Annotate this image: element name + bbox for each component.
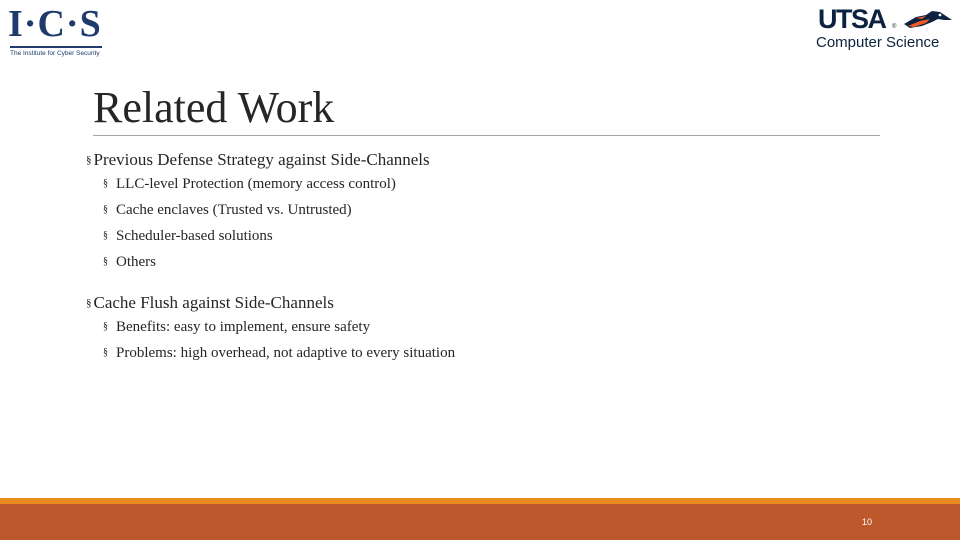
slide-body: [86, 150, 866, 367]
bullet-icon: §: [86, 154, 92, 166]
utsa-registered-mark: ®: [892, 24, 897, 30]
utsa-logo: [814, 6, 956, 54]
section-heading-text: Previous Defense Strategy against Side-Channels: [93, 150, 430, 169]
ics-logo: [8, 4, 108, 60]
footer-band: [0, 504, 960, 540]
bullet-icon: §: [103, 321, 108, 332]
list-item: [86, 224, 866, 250]
section-heading: [86, 150, 866, 172]
list-item: [86, 250, 866, 276]
bullet-icon: §: [86, 297, 92, 309]
list-item-text: Problems: high overhead, not adaptive to every situation: [116, 345, 456, 361]
list-item-text: Others: [116, 254, 156, 270]
utsa-wordmark: UTSA: [818, 4, 886, 34]
ics-logo-tagline: The Institute for Cyber Security: [10, 50, 100, 57]
ics-logo-rule: [10, 46, 102, 48]
section-heading-text: Cache Flush against Side-Channels: [93, 293, 334, 312]
roadrunner-icon: [902, 8, 954, 34]
title-divider: [93, 135, 880, 136]
list-item-text: Cache enclaves (Trusted vs. Untrusted): [116, 202, 352, 218]
section-spacer: [86, 276, 866, 293]
list-item: [86, 341, 866, 367]
slide-title: Related Work: [93, 83, 335, 132]
section-heading: [86, 293, 866, 315]
ics-logo-letters: I·C·S: [8, 3, 102, 45]
list-item: [86, 315, 866, 341]
list-item-text: Scheduler-based solutions: [116, 228, 273, 244]
list-item: [86, 198, 866, 224]
page-number: 10: [862, 517, 873, 527]
bullet-icon: §: [103, 204, 108, 215]
list-item-text: Benefits: easy to implement, ensure safety: [116, 319, 371, 335]
bullet-icon: §: [103, 178, 108, 189]
bullet-icon: §: [103, 230, 108, 241]
list-item: [86, 172, 866, 198]
bullet-icon: §: [103, 256, 108, 267]
bullet-icon: §: [103, 347, 108, 358]
list-item-text: LLC-level Protection (memory access control): [116, 176, 396, 192]
utsa-subtitle: Computer Science: [816, 34, 940, 51]
